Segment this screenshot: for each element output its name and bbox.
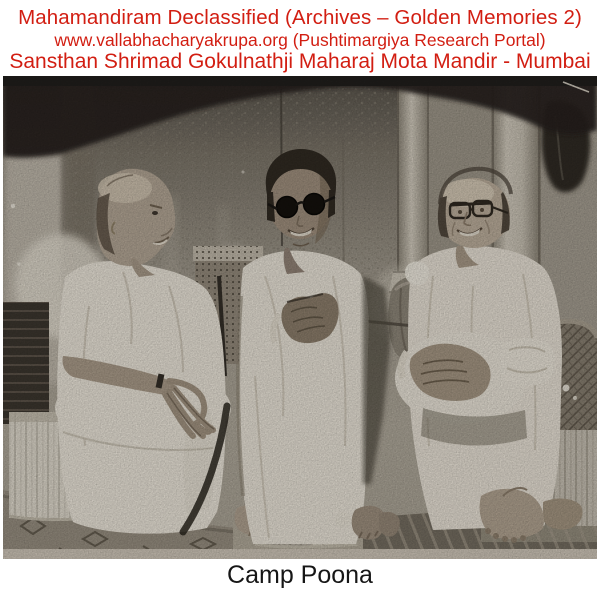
- header-line-3: Sansthan Shrimad Gokulnathji Maharaj Mota Mandir - Mumbai: [9, 50, 591, 73]
- sepia-cast: [3, 76, 597, 559]
- header-line-2: www.vallabhacharyakrupa.org (Pushtimargiya Research Portal): [54, 30, 546, 50]
- header-line-1: Mahamandiram Declassified (Archives – Golden Memories 2): [18, 6, 582, 29]
- photograph: [3, 76, 597, 559]
- header: [0, 0, 600, 74]
- photo-caption: Camp Poona: [227, 561, 373, 589]
